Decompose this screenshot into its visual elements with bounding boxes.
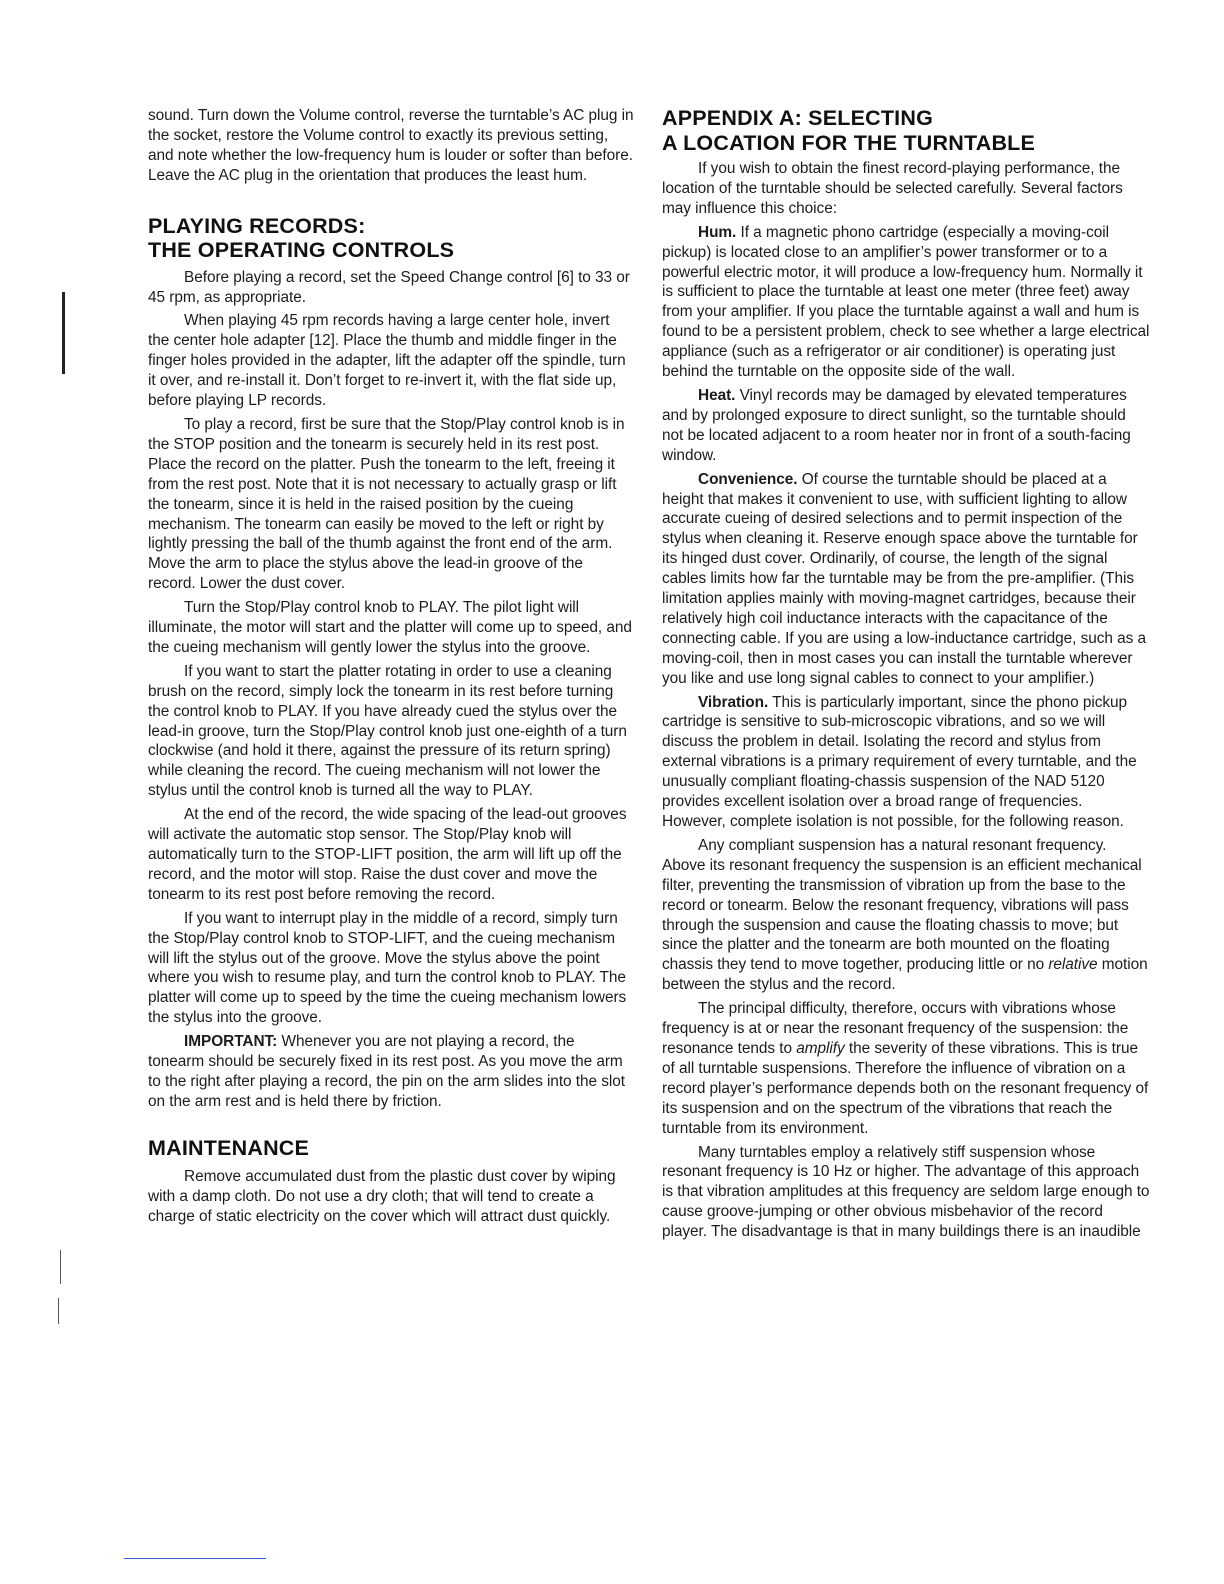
important-label: IMPORTANT: [184, 1033, 278, 1051]
hum-paragraph [662, 223, 1150, 382]
run-in-label: Heat. [698, 386, 736, 404]
text-run: Any compliant suspension has a natural resonant frequency. Above its resonant frequency the suspension is an efficient mechanical filter, preventing the transmission of vibration up from the base to the record or tonearm. Below the resonant frequency, vibrations will pass through the suspension and cause the floating chassis to move; but since the platter and the tonearm are both mounted on the floating chassis they tend to move together, producing little or no [662, 836, 1142, 974]
emphasis: amplify [796, 1039, 845, 1057]
maintenance-heading: MAINTENANCE [148, 1135, 310, 1160]
run-in-text: This is particularly important, since the phono pickup cartridge is sensitive to sub-microscopic vibrations, and so we will discuss the problem in detail. Isolating the record and stylus from external vibrations is a primary requirement of every turntable, and the unusually compliant floating-chassis suspension of the NAD 5120 provides excellent isolation over a broad range of frequencies. However, complete isolation is not possible, for the following reason. [662, 693, 1137, 830]
appendix-a-heading [662, 106, 1150, 155]
run-in-text: If a magnetic phono cartridge (especially a moving-coil pickup) is located close to an amplifier’s power transformer or to a powerful electric motor, it will produce a low-frequency hum. Normally it is sufficient to place the turntable at least one meter (three feet) away from your amplifier. If you place the turntable against a wall and hum is found to be a persistent problem, check to see whether a large electrical appliance (such as a refrigerator or air conditioner) is operating just behind the turntable on the opposite side of the wall. [662, 223, 1150, 381]
paragraph: If you want to start the platter rotating in order to use a cleaning brush on the record, simply lock the tonearm in its rest before turning the control knob to PLAY. If you have already cued the stylus over the lead-in groove, turn the Stop/Play control knob just one-eighth of a turn clockwise (and hold it there, against the pressure of its return spring) while cleaning the record. The cueing mechanism will not lower the stylus until the control knob is turned all the way to PLAY. [148, 662, 627, 800]
difficulty-paragraph [662, 999, 1150, 1138]
scan-edge-line [124, 1558, 266, 1559]
intro-paragraph: sound. Turn down the Volume control, reverse the turntable’s AC plug in the socket, restore the Volume control to exactly its previous setting, and note whether the low-frequency hum is louder or softer than before. Leave the AC plug in the orientation that produces the least hum. [148, 107, 634, 184]
margin-scan-mark [58, 1298, 59, 1324]
emphasis: relative [1048, 956, 1098, 974]
margin-scan-mark [62, 292, 65, 374]
run-in-text: Of course the turntable should be placed at a height that makes it convenient to use, with sufficient lighting to allow accurate cueing of desired selections and to permit inspection of the stylus when cleaning it. Reserve enough space above the turntable for its hinged dust cover. Ordinarily, of course, the length of the signal cables limits how far the turntable may be from the pre-amplifier. (This limitation applies mainly with moving-magnet cartridges, because their relatively high coil inductance interacts with the capacitance of the connecting cable. If you are using a low-inductance cartridge, such as a moving-coil, then in most cases you can install the turntable wherever you like and use long signal cables to connect to your amplifier.) [662, 470, 1147, 687]
vibration-paragraph [662, 693, 1150, 832]
playing-records-heading [148, 214, 634, 263]
paragraph: Turn the Stop/Play control knob to PLAY. The pilot light will illuminate, the motor will start and the platter will come up to speed, and the cueing mechanism will gently lower the stylus into the groove. [148, 599, 632, 656]
run-in-label: Convenience. [698, 470, 798, 488]
paragraph: If you wish to obtain the finest record-playing performance, the location of the turntable should be selected carefully. Several factors may influence this choice: [662, 160, 1123, 217]
text-run: motion between the stylus and the record. [662, 956, 1148, 994]
heading-line: PLAYING RECORDS: [148, 213, 366, 238]
convenience-paragraph [662, 470, 1150, 689]
paragraph: Remove accumulated dust from the plastic dust cover by wiping with a damp cloth. Do not use a dry cloth; that will tend to create a charge of static electricity on the cover which will attract dust quickly. [148, 1168, 616, 1226]
heading-line: A LOCATION FOR THE TURNTABLE [662, 130, 1036, 155]
resonant-paragraph [662, 836, 1150, 995]
paragraph: Many turntables employ a relatively stiff suspension whose resonant frequency is 10 Hz or higher. The advantage of this approach is that vibration amplitudes at this frequency are seldom large enough to cause groove-jumping or other obvious misbehavior of the record player. The disadvantage is that in many buildings there is an inaudible [662, 1143, 1150, 1241]
margin-scan-mark [60, 1250, 61, 1284]
paragraph: At the end of the record, the wide spacing of the lead-out grooves will activate the automatic stop sensor. The Stop/Play knob will automatically turn to the STOP-LIFT position, the arm will lift up off the record, and the motor will stop. Raise the dust cover and move the tonearm to its rest post before removing the record. [148, 806, 627, 903]
paragraph: When playing 45 rpm records having a large center hole, invert the center hole adapter [12]. Place the thumb and middle finger in the finger holes provided in the adapter, lift the adapter off the spindle, turn it over, and re-install it. Don’t forget to re-invert it, with the flat side up, before playing LP records. [148, 312, 626, 410]
text-run: The principal difficulty, therefore, occurs with vibrations whose frequency is at or near the resonant frequency of the suspension: the resonance tends to [662, 1000, 1129, 1057]
paragraph: Before playing a record, set the Speed Change control [6] to 33 or 45 rpm, as appropriate. [148, 268, 630, 306]
heading-line: APPENDIX A: SELECTING [662, 106, 933, 130]
paragraph: If you want to interrupt play in the middle of a record, simply turn the Stop/Play control knob to STOP-LIFT, and the cueing mechanism will lift the stylus out of the groove. Move the stylus above the point where you wish to resume play, and turn the control knob to PLAY. The platter will come up to speed by the time the cueing mechanism lowers the stylus into the groove. [148, 909, 627, 1027]
right-column [662, 106, 1150, 1242]
run-in-label: Vibration. [698, 693, 769, 711]
run-in-text: Vinyl records may be damaged by elevated temperatures and by prolonged exposure to direct sunlight, so the turntable should not be located adjacent to a room heater nor in front of a south-facing window. [662, 386, 1131, 464]
run-in-label: Hum. [698, 223, 737, 241]
important-paragraph [148, 1032, 634, 1112]
paragraph: To play a record, first be sure that the Stop/Play control knob is in the STOP position and the tonearm is securely held in its rest post. Place the record on the platter. Push the tonearm to the left, freeing it from the rest post. Note that it is not necessary to actually grasp or lift the tonearm, since it is held in the raised position by the cueing mechanism. The tonearm can easily be moved to the left or right by lightly pressing the ball of the thumb against the front end of the arm. Move the arm to place the stylus above the lead-in groove of the record. Lower the dust cover. [148, 415, 625, 593]
left-column [148, 106, 634, 1227]
heat-paragraph [662, 386, 1150, 466]
important-text: Whenever you are not playing a record, the tonearm should be securely fixed in its rest post. As you move the arm to the right after playing a record, the pin on the arm slides into the slot on the arm rest and is held there by friction. [148, 1033, 626, 1110]
heading-line: THE OPERATING CONTROLS [148, 238, 455, 263]
text-run: the severity of these vibrations. This is true of all turntable suspensions. Therefore the influence of vibration on a record player’s performance depends both on the resonant frequency of its suspension and on the spectrum of the vibrations that reach the turntable from its environment. [662, 1039, 1149, 1137]
